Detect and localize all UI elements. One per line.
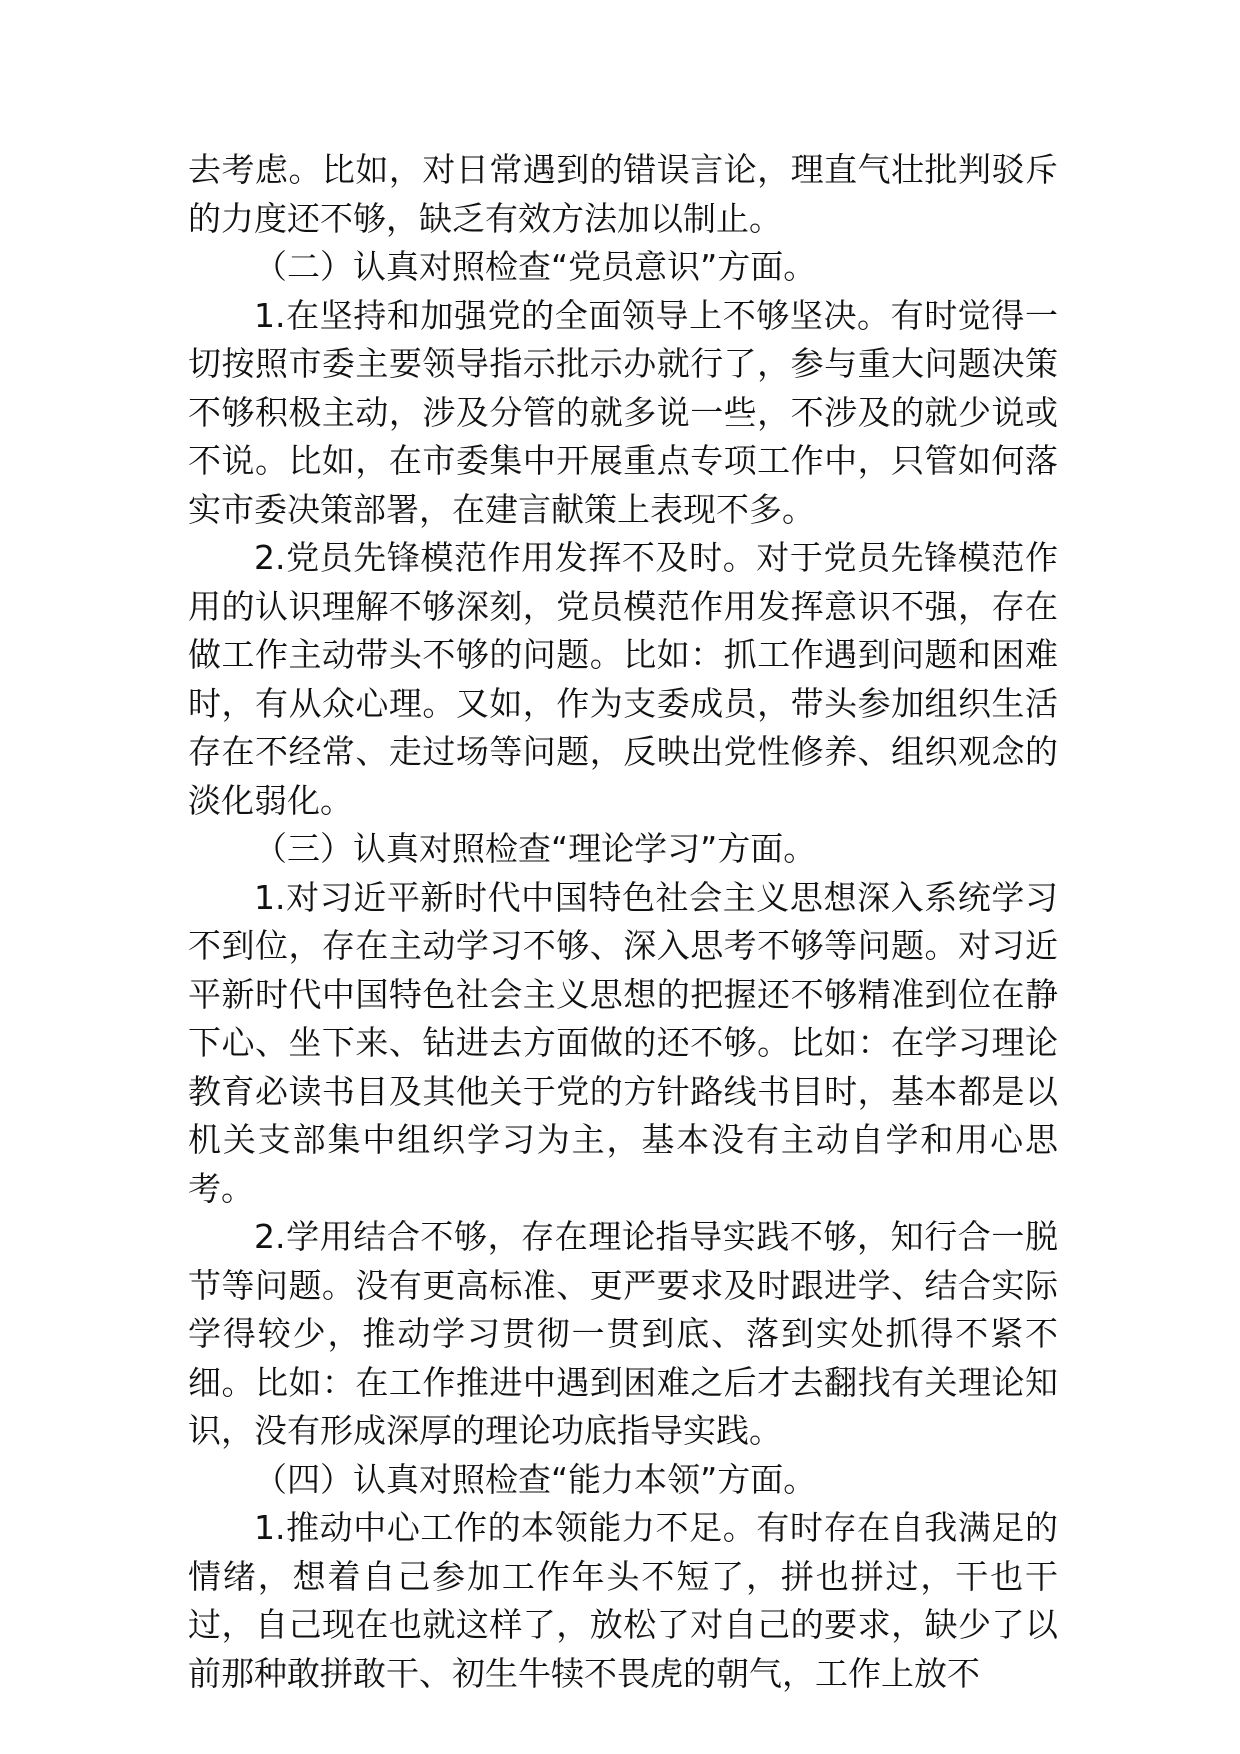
- section-heading-capability: （四）认真对照检查“能力本领”方面。: [254, 1459, 817, 1499]
- section-heading-party-awareness: （二）认真对照检查“党员意识”方面。: [254, 247, 817, 286]
- paragraph-item: 2.学用结合不够，存在理论指导实践不够，知行合一脱节等问题。没有更高标准、更严要求及时跟进学、结合实际学得较少，推动学习贯彻一贯到底、落到实处抓得不紧不细。比如：在工作推进中遇到困难之后才去翻找有关理论知识，没有形成深厚的理论功底指导实践。: [188, 1217, 1058, 1450]
- paragraph-item: 1.对习近平新时代中国特色社会主义思想深入系统学习不到位，存在主动学习不够、深入思考不够等问题。对习近平新时代中国特色社会主义思想的把握还不够精准到位在静下心、坐下来、钻进去方面做的还不够。比如：在学习理论教育必读书目及其他关于党的方针路线书目时，基本都是以机关支部集中组织学习为主，基本没有主动自学和用心思考。: [188, 877, 1058, 1208]
- paragraph-continuation: 去考虑。比如，对日常遇到的错误言论，理直气壮批判驳斥的力度还不够，缺乏有效方法加以制止。: [188, 150, 1058, 238]
- document-body: [188, 146, 1058, 1698]
- paragraph-item: 2.党员先锋模范作用发挥不及时。对于党员先锋模范作用的认识理解不够深刻，党员模范作用发挥意识不强，存在做工作主动带头不够的问题。比如：抓工作遇到问题和困难时，有从众心理。又如，作为支委成员，带头参加组织生活存在不经常、走过场等问题，反映出党性修养、组织观念的淡化弱化。: [188, 538, 1058, 820]
- paragraph-item: 1.在坚持和加强党的全面领导上不够坚决。有时觉得一切按照市委主要领导指示批示办就行了，参与重大问题决策不够积极主动，涉及分管的就多说一些，不涉及的就少说或不说。比如，在市委集中开展重点专项工作中，只管如何落实市委决策部署，在建言献策上表现不多。: [188, 295, 1058, 529]
- section-heading-theory-study: （三）认真对照检查“理论学习”方面。: [254, 829, 817, 868]
- paragraph-item: 1.推动中心工作的本领能力不足。有时存在自我满足的情绪，想着自己参加工作年头不短了，拼也拼过，干也干过，自己现在也就这样了，放松了对自己的要求，缺少了以前那种敢拼敢干、初生牛犊不畏虎的朝气，工作上放不: [188, 1508, 1058, 1693]
